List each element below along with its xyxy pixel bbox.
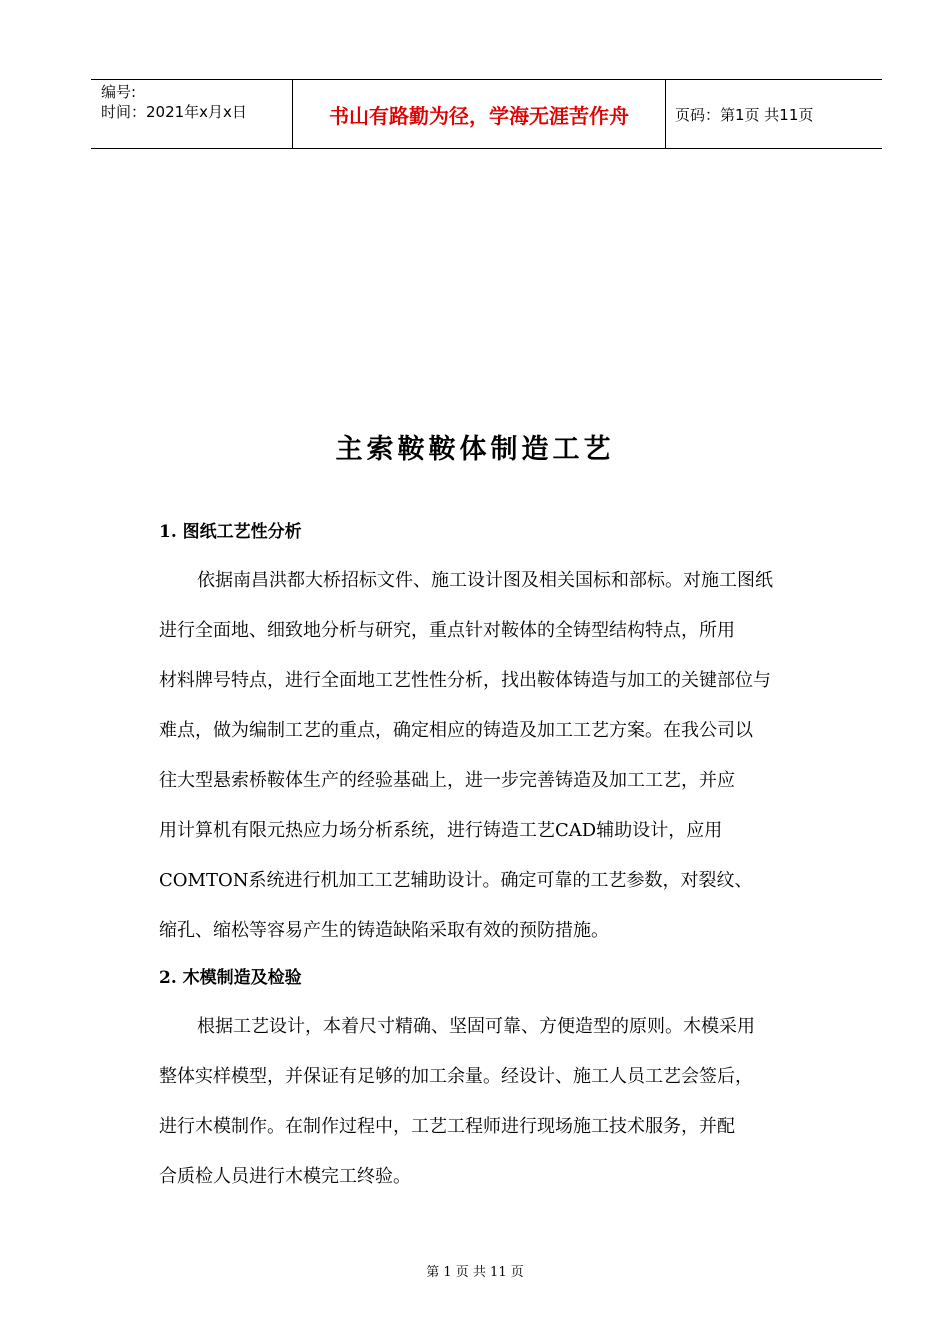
section-heading-2: 2. 木模制造及检验 (159, 968, 302, 988)
header-table (91, 79, 882, 149)
header-meta (91, 80, 293, 148)
paragraph-line: COMTON系统进行机加工工艺辅助设计。确定可靠的工艺参数，对裂纹、 (159, 870, 753, 891)
paragraph-line: 用计算机有限元热应力场分析系统，进行铸造工艺CAD辅助设计，应用 (159, 820, 723, 841)
header-page-info: 页码：第1页 共11页 (675, 105, 814, 124)
paragraph-line: 进行全面地、细致地分析与研究，重点针对鞍体的全铸型结构特点，所用 (159, 620, 735, 641)
paragraph-line: 难点，做为编制工艺的重点，确定相应的铸造及加工工艺方案。在我公司以 (159, 720, 753, 741)
doc-date-label: 时间：2021年x月x日 (101, 103, 247, 121)
paragraph-line: 材料牌号特点，进行全面地工艺性性分析，找出鞍体铸造与加工的关键部位与 (159, 670, 771, 691)
paragraph-line: 依据南昌洪都大桥招标文件、施工设计图及相关国标和部标。对施工图纸 (197, 570, 773, 591)
section-heading-1: 1. 图纸工艺性分析 (159, 522, 302, 542)
paragraph-line: 根据工艺设计，本着尺寸精确、坚固可靠、方便造型的原则。木模采用 (197, 1016, 755, 1037)
paragraph-line: 合质检人员进行木模完工终验。 (159, 1166, 411, 1187)
page-footer: 第 1 页 共 11 页 (426, 1265, 524, 1280)
header-motto: 书山有路勤为径，学海无涯苦作舟 (293, 80, 666, 148)
document-title: 主索鞍鞍体制造工艺 (335, 434, 615, 465)
paragraph-line: 进行木模制作。在制作过程中，工艺工程师进行现场施工技术服务，并配 (159, 1116, 735, 1137)
paragraph-line: 整体实样模型，并保证有足够的加工余量。经设计、施工人员工艺会签后， (159, 1066, 753, 1087)
doc-number-label: 编号: (101, 83, 137, 101)
paragraph-line: 往大型悬索桥鞍体生产的经验基础上，进一步完善铸造及加工工艺，并应 (159, 770, 735, 791)
paragraph-line: 缩孔、缩松等容易产生的铸造缺陷采取有效的预防措施。 (159, 920, 609, 941)
